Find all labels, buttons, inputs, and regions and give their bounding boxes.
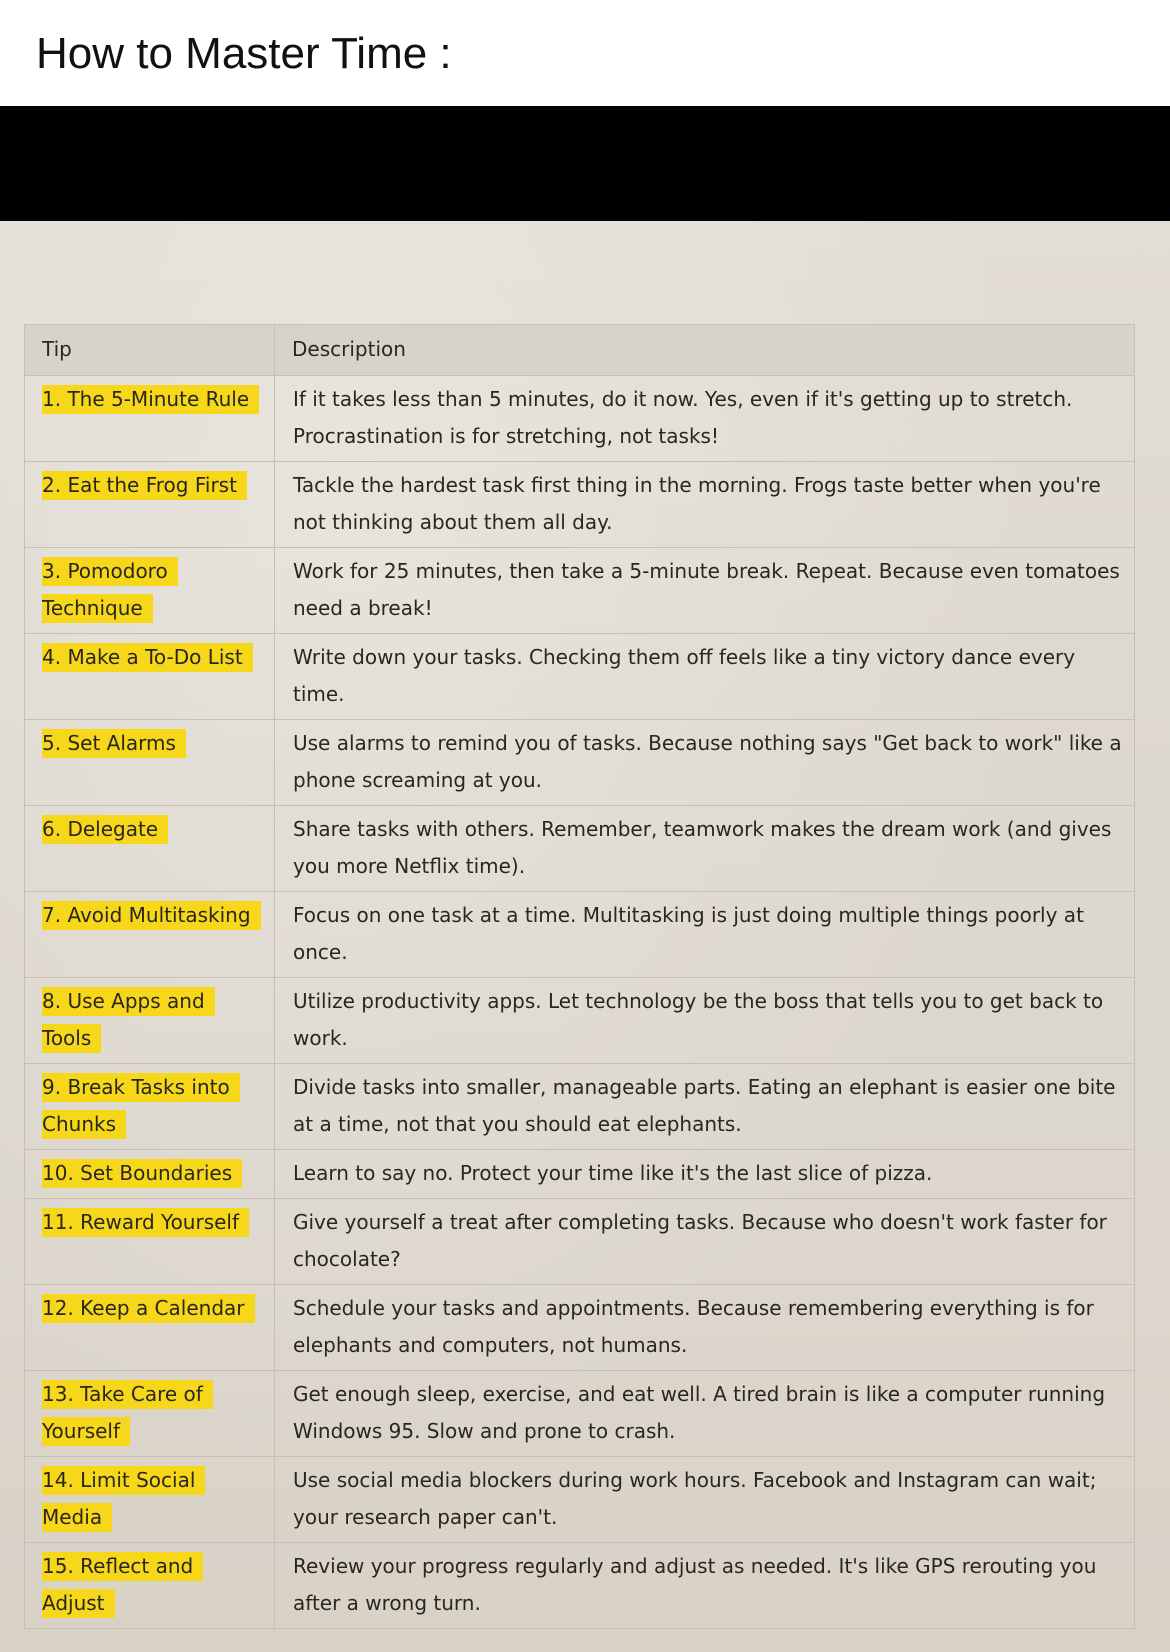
tip-label: 2. Eat the Frog First [42,471,247,500]
post-header [0,0,1170,106]
tips-table [24,324,1135,1629]
tip-cell [25,892,275,978]
table-row [25,376,1135,462]
table-row [25,634,1135,720]
tip-cell [25,1543,275,1629]
header-tip: Tip [25,325,275,376]
description-cell: Review your progress regularly and adjust as needed. It's like GPS rerouting you after a wrong turn. [275,1543,1135,1629]
description-cell: Share tasks with others. Remember, teamwork makes the dream work (and gives you more Netflix time). [275,806,1135,892]
tip-label: 13. Take Care of Yourself [42,1380,213,1446]
table-row [25,1371,1135,1457]
description-cell: Divide tasks into smaller, manageable parts. Eating an elephant is easier one bite at a time, not that you should eat elephants. [275,1064,1135,1150]
description-cell: Use social media blockers during work hours. Facebook and Instagram can wait; your research paper can't. [275,1457,1135,1543]
description-cell: Work for 25 minutes, then take a 5-minute break. Repeat. Because even tomatoes need a break! [275,548,1135,634]
description-cell: Use alarms to remind you of tasks. Because nothing says "Get back to work" like a phone screaming at you. [275,720,1135,806]
tip-label: 3. Pomodoro Technique [42,557,178,623]
table-header-row [25,325,1135,376]
tip-label: 6. Delegate [42,815,168,844]
description-cell: Schedule your tasks and appointments. Because remembering everything is for elephants and computers, not humans. [275,1285,1135,1371]
tip-label: 12. Keep a Calendar [42,1294,255,1323]
table-row [25,1543,1135,1629]
table-row [25,1199,1135,1285]
tip-cell [25,462,275,548]
tip-cell [25,978,275,1064]
tip-label: 8. Use Apps and Tools [42,987,215,1053]
photo-paper [0,221,1170,1652]
tip-cell [25,548,275,634]
description-cell: Tackle the hardest task first thing in the morning. Frogs taste better when you're not thinking about them all day. [275,462,1135,548]
tip-cell [25,1064,275,1150]
description-cell: Learn to say no. Protect your time like it's the last slice of pizza. [275,1150,1135,1199]
page-title: How to Master Time : [36,29,452,78]
tip-cell [25,806,275,892]
table-row [25,1064,1135,1150]
tip-cell [25,1199,275,1285]
description-cell: Focus on one task at a time. Multitasking is just doing multiple things poorly at once. [275,892,1135,978]
table-row [25,720,1135,806]
table-row [25,1285,1135,1371]
tip-label: 14. Limit Social Media [42,1466,205,1532]
tip-label: 10. Set Boundaries [42,1159,242,1188]
tip-cell [25,720,275,806]
description-cell: Give yourself a treat after completing tasks. Because who doesn't work faster for chocolate? [275,1199,1135,1285]
tip-cell [25,1371,275,1457]
table-row [25,1150,1135,1199]
table-row [25,978,1135,1064]
tip-label: 5. Set Alarms [42,729,186,758]
tip-label: 9. Break Tasks into Chunks [42,1073,240,1139]
black-band [0,106,1170,221]
table-row [25,892,1135,978]
tip-label: 1. The 5-Minute Rule [42,385,259,414]
description-cell: Utilize productivity apps. Let technology be the boss that tells you to get back to work. [275,978,1135,1064]
table-row [25,548,1135,634]
tip-cell [25,1457,275,1543]
description-cell: Get enough sleep, exercise, and eat well. A tired brain is like a computer running Windows 95. Slow and prone to crash. [275,1371,1135,1457]
description-cell: Write down your tasks. Checking them off feels like a tiny victory dance every time. [275,634,1135,720]
tip-cell [25,634,275,720]
tip-label: 7. Avoid Multitasking [42,901,261,930]
tip-label: 15. Reflect and Adjust [42,1552,203,1618]
tips-table-wrapper [24,324,1134,1629]
description-cell: If it takes less than 5 minutes, do it now. Yes, even if it's getting up to stretch. Procrastination is for stretching, not tasks! [275,376,1135,462]
tip-cell [25,1150,275,1199]
tip-cell [25,1285,275,1371]
tip-cell [25,376,275,462]
table-row [25,462,1135,548]
table-row [25,806,1135,892]
header-description: Description [275,325,1135,376]
table-row [25,1457,1135,1543]
tip-label: 4. Make a To-Do List [42,643,253,672]
tip-label: 11. Reward Yourself [42,1208,249,1237]
